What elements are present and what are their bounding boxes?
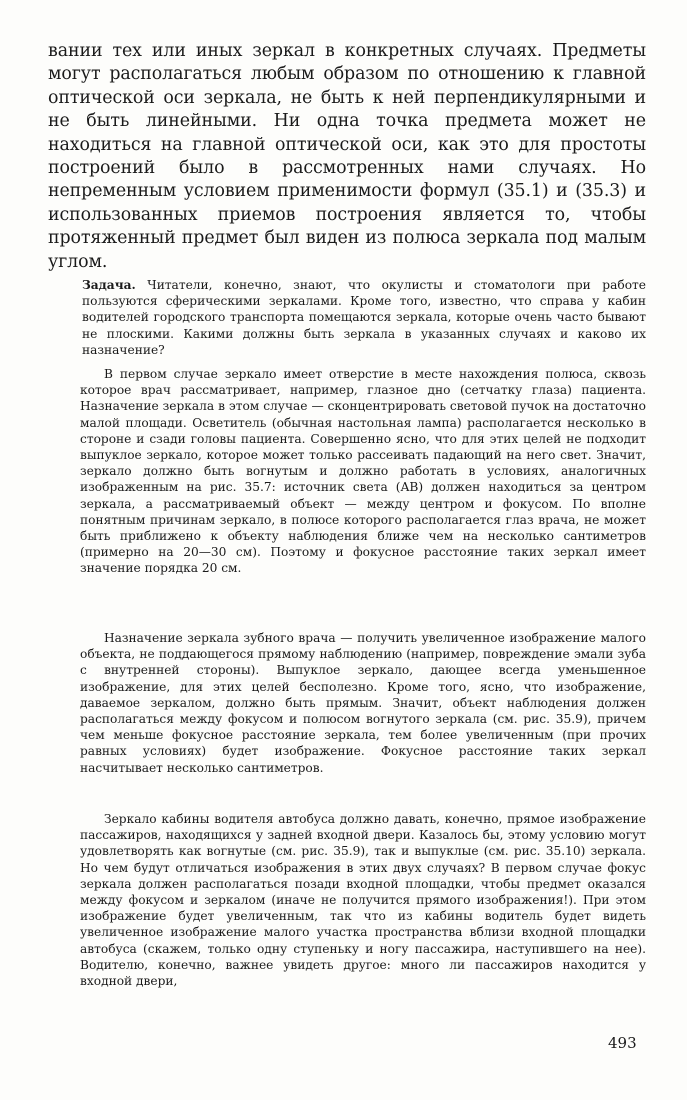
task-text: Читатели, конечно, знают, что окулисты и стоматологи при работе пользуются сферическими зеркалами. Кроме того, известно, что справа у кабин водителей городского транспорта помещаются зеркала, которые очень часто бывают не плоскими. Какими должны быть зеркала в указанных случаях и каково их назначение? xyxy=(82,278,646,357)
answer-paragraph-ophthalmologist: В первом случае зеркало имеет отверстие в месте нахождения полюса, сквозь которое врач рассматривает, например, глазное дно (сетчатку глаза) пациента. Назначение зеркала в этом случае — сконцентрировать световой пучок на достаточно малой площади. Осветитель (обычная настольная лампа) располагается несколько в стороне и сзади головы пациента. Совершенно ясно, что для этих целей не подходит выпуклое зеркало, которое может только рассеивать падающий на него свет. Значит, зеркало должно быть вогнутым и должно работать в условиях, аналогичных изображенным на рис. 35.7: источник света (AB) должен находиться за центром зеркала, а рассматриваемый объект — между центром и фокусом. По вполне понятным причинам зеркало, в полюсе которого располагается глаз врача, не может быть приближено к объекту наблюдения ближе чем на несколько сантиметров (примерно на 20—30 см). Поэтому и фокусное расстояние таких зеркал имеет значение порядка 20 см. xyxy=(80,367,646,576)
answer-paragraph-dentist: Назначение зеркала зубного врача — получить увеличенное изображение малого объекта, не поддающегося прямому наблюдению (например, повреждение эмали зуба с внутренней стороны). Выпуклое зеркало, дающее всегда уменьшенное изображение, для этих целей бесполезно. Кроме того, ясно, что изображение, даваемое зеркалом, должно быть прямым. Значит, объект наблюдения должен располагаться между фокусом и полюсом вогнутого зеркала (см. рис. 35.9), причем чем меньше фокусное расстояние зеркала, тем более увеличенным (при прочих равных условиях) будет изображение. Фокусное расстояние таких зеркал насчитывает несколько сантиметров. xyxy=(80,631,646,775)
answer-paragraph-bus-driver: Зеркало кабины водителя автобуса должно давать, конечно, прямое изображение пассажиров, находящихся у задней входной двери. Казалось бы, этому условию могут удовлетворять как вогнутые (см. рис. 35.9), так и выпуклые (см. рис. 35.10) зеркала. Но чем будут отличаться изображения в этих двух случаях? В первом случае фокус зеркала должен располагаться позади входной площадки, чтобы предмет оказался между фокусом и зеркалом (иначе не получится прямого изображения!). При этом изображение будет увеличенным, так что из кабины водитель будет видеть увеличенное изображение малого участка пространства вблизи входной площадки автобуса (скажем, только одну ступеньку и ногу пассажира, наступившего на нее). Водителю, конечно, важнее увидеть другое: много ли пассажиров находится у входной двери, xyxy=(80,812,646,989)
task-paragraph xyxy=(82,277,646,358)
task-label: Задача. xyxy=(82,278,136,292)
intro-paragraph: вании тех или иных зеркал в конкретных случаях. Предметы могут располагаться любым образом по отношению к главной оптической оси зеркала, не быть к ней перпендикулярными и не быть линейными. Ни одна точка предмета может не находиться на главной оптической оси, как это для простоты построений было в рассмотренных нами случаях. Но непременным условием применимости формул (35.1) и (35.3) и использованных приемов построения является то, чтобы протяженный предмет был виден из полюса зеркала под малым углом. xyxy=(48,41,646,272)
page-number: 493 xyxy=(608,1034,637,1052)
